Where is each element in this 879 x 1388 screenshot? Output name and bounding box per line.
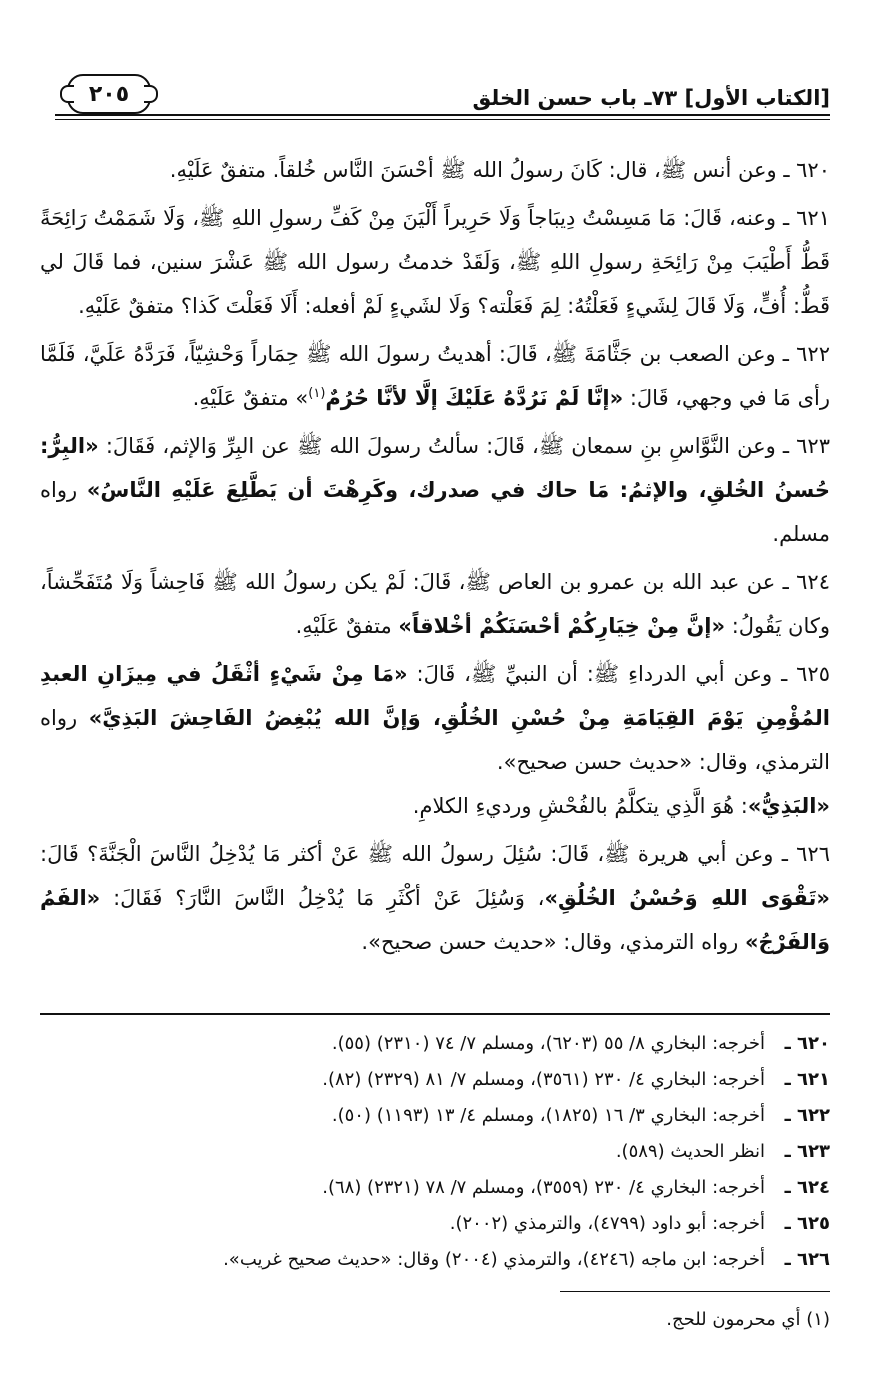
reference-item: ٦٢١ ـ أخرجه: البخاري ٤/ ٢٣٠ (٣٥٦١)، ومسلم ٧/ ٨١ (٢٣٢٩) (٨٢). xyxy=(322,1069,830,1090)
explained-word: «البَذِيُّ» xyxy=(747,794,830,818)
header-rule xyxy=(55,114,830,116)
word-explanation: «البَذِيُّ»: هُوَ الَّذِي يتكلَّمُ بالفُحْشِ ورديءِ الكلامِ. xyxy=(412,794,830,818)
hadith-body xyxy=(40,148,830,964)
reference-item: ٦٢٥ ـ أخرجه: أبو داود (٤٧٩٩)، والترمذي (٢٠٠٢). xyxy=(449,1213,830,1234)
reference-item: ٦٢٠ ـ أخرجه: البخاري ٨/ ٥٥ (٦٢٠٣)، ومسلم ٧/ ٧٤ (٢٣١٠) (٥٥). xyxy=(331,1033,830,1054)
hadith-625: ٦٢٥ ـ وعن أبي الدرداءِ ﷺ: أن النبيِّ ﷺ، قَالَ: «مَا مِنْ شَيْءٍ أثْقَلُ في مِيزَانِ العبدِ المُؤْمِنِ يَوْمَ القِيَامَةِ مِنْ حُسْنِ الخُلُقِ، وَإنَّ الله يُبْغِضُ الفَاحِشَ البَذِيَّ» رواه الترمذي، وقال: «حديث حسن صحيح». xyxy=(40,662,831,774)
reference-item: ٦٢٤ ـ أخرجه: البخاري ٤/ ٢٣٠ (٣٥٥٩)، ومسلم ٧/ ٧٨ (٢٣٢١) (٦٨). xyxy=(322,1177,830,1198)
reference-item: ٦٢٣ ـ انظر الحديث (٥٨٩). xyxy=(615,1141,830,1162)
prophet-quote: «إنَّ مِنْ خِيَارِكُمْ أحْسَنَكُمْ أخْلاقاً» xyxy=(398,614,726,638)
prophet-quote: «البِرُّ: حُسنُ الخُلقِ، والإثمُ: مَا حاك في صدرك، وكَرِهْتَ أن يَطَّلِعَ عَلَيْهِ النَّاسُ» xyxy=(40,434,831,502)
hadith-620: ٦٢٠ ـ وعن أنس ﷺ، قال: كَانَ رسولُ الله ﷺ أحْسَنَ النَّاس خُلقاً. متفقٌ عَلَيْهِ. xyxy=(169,158,830,182)
header-rule-thin xyxy=(55,119,830,120)
page-number: ٢٠٥ xyxy=(67,74,151,114)
reference-item: ٦٢٢ ـ أخرجه: البخاري ٣/ ١٦ (١٨٢٥)، ومسلم ٤/ ١٣ (١١٩٣) (٥٠). xyxy=(331,1105,830,1126)
prophet-quote: «مَا مِنْ شَيْءٍ أثْقَلُ في مِيزَانِ العبدِ المُؤْمِنِ يَوْمَ القِيَامَةِ مِنْ حُسْنِ الخُلُقِ، وَإنَّ الله يُبْغِضُ الفَاحِشَ البَذِيَّ» xyxy=(40,662,831,730)
hadith-626: ٦٢٦ ـ وعن أبي هريرة ﷺ، قَالَ: سُئِلَ رسولُ الله ﷺ عَنْ أكثر مَا يُدْخِلُ النَّاسَ الْجَنَّةَ؟ قَالَ: «تَقْوَى اللهِ وَحُسْنُ الخُلُقِ»، وَسُئِلَ عَنْ أكْثَرِ مَا يُدْخِلُ النَّاسَ النَّارَ؟ فَقَالَ: «الفَمُ وَالفَرْجُ» رواه الترمذي، وقال: «حديث حسن صحيح». xyxy=(40,842,830,954)
footnote-number: (١) xyxy=(806,1309,830,1330)
reference-item: ٦٢٦ ـ أخرجه: ابن ماجه (٤٢٤٦)، والترمذي (٢٠٠٤) وقال: «حديث صحيح غريب». xyxy=(223,1249,830,1270)
footnote-short-divider xyxy=(560,1291,830,1292)
hadith-622: ٦٢٢ ـ وعن الصعب بن جَثَّامَةَ ﷺ، قَالَ: أهديتُ رسولَ الله ﷺ حِمَاراً وَحْشِيّاً، فَرَدَّهُ عَلَيَّ، فَلَمَّا رأى مَا في وجهي، قَالَ: «إنَّا لَمْ نَرُدَّهُ عَلَيْكَ إلَّا لأنَّا حُرُمٌ$^{(١)}$» متفقٌ عَلَيْهِ. xyxy=(40,342,830,410)
footnote-marker: (١) xyxy=(308,386,326,401)
footnote-text: أي محرمون للحج. xyxy=(666,1309,801,1330)
prophet-quote: «إنَّا لَمْ نَرُدَّهُ عَلَيْكَ إلَّا لأنَّا حُرُمٌ xyxy=(325,386,624,410)
hadith-624: ٦٢٤ ـ عن عبد الله بن عمرو بن العاص ﷺ، قَالَ: لَمْ يكن رسولُ الله ﷺ فَاحِشاً وَلَا مُتَفَحِّشاً، وكان يَقُولُ: «إنَّ مِنْ خِيَارِكُمْ أحْسَنَكُمْ أخْلاقاً» متفقٌ عَلَيْهِ. xyxy=(40,570,830,638)
hadith-623: ٦٢٣ ـ وعن النَّوَّاسِ بنِ سمعان ﷺ، قَالَ: سألتُ رسولَ الله ﷺ عن البِرِّ وَالإثم، فَقَالَ: «البِرُّ: حُسنُ الخُلقِ، والإثمُ: مَا حاك في صدرك، وكَرِهْتَ أن يَطَّلِعَ عَلَيْهِ النَّاسُ» رواه مسلم. xyxy=(40,434,831,546)
footnote-divider xyxy=(40,1013,830,1015)
footnote xyxy=(666,1302,830,1338)
prophet-quote-2: «الفَمُ وَالفَرْجُ» xyxy=(40,886,830,954)
page-header xyxy=(55,68,830,118)
chapter-title: [الكتاب الأول] ٧٣ـ باب حسن الخلق xyxy=(472,86,830,110)
hadith-621: ٦٢١ ـ وعنه، قَالَ: مَا مَسِسْتُ دِيبَاجاً وَلَا حَرِيراً أَلْيَنَ مِنْ كَفِّ رسولِ اللهِ ﷺ، وَلَا شَمَمْتُ رَائِحَةً قَطُّ أَطْيَبَ مِنْ رَائِحَةِ رسولِ اللهِ ﷺ، وَلَقَدْ خدمتُ رسول الله ﷺ عَشْرَ سنين، فما قَالَ لي قَطُّ: أُفٍّ، وَلَا قَالَ لِشَيءٍ فَعَلْتُهُ: لِمَ فَعَلْته؟ وَلَا لشَيءٍ لَمْ أفعله: أَلَا فَعَلْتَ كَذا؟ متفقٌ عَلَيْهِ. xyxy=(40,206,830,318)
references-list xyxy=(40,1026,830,1278)
prophet-quote: «تَقْوَى اللهِ وَحُسْنُ الخُلُقِ» xyxy=(544,886,830,910)
